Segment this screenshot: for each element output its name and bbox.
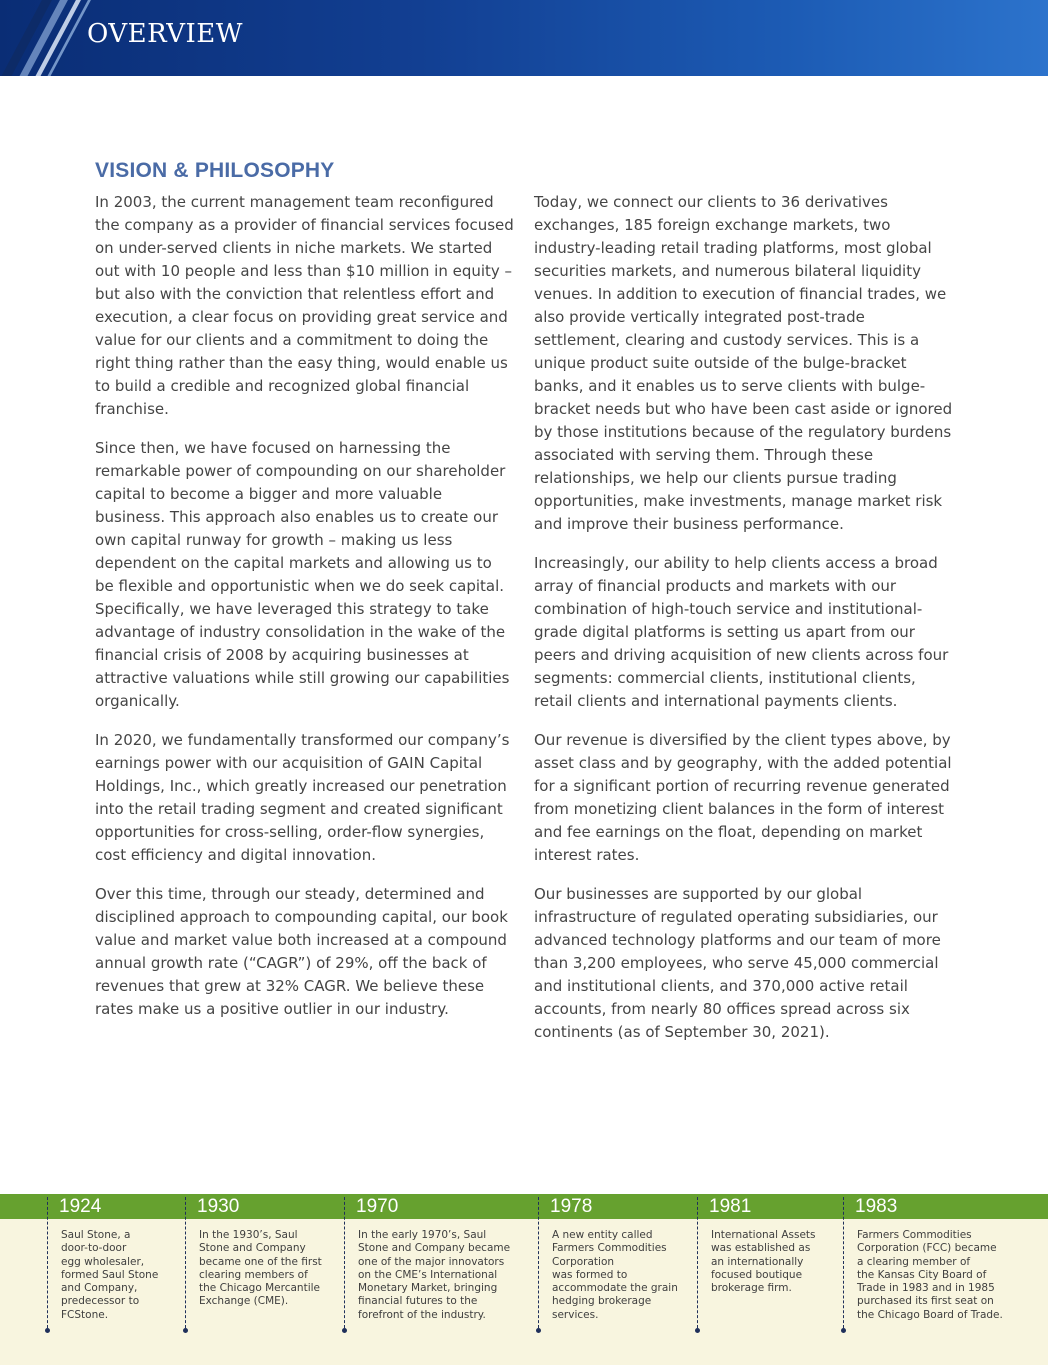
- paragraph: Over this time, through our steady, determined and disciplined approach to compounding capital, our book value and market value both increased at a compound annual growth rate (“CAGR”) of 29%, off the back of revenues that grew at 32% CAGR. We believe these rates make us a positive outlier in our industry.: [95, 885, 508, 1018]
- timeline-year: 1924: [59, 1196, 102, 1217]
- timeline-year: 1983: [855, 1196, 898, 1217]
- timeline-description: In the early 1970’s, Saul Stone and Company became one of the major innovators on the CME’s International Monetary Market, bringing financial futures to the forefront of the industry.: [358, 1229, 511, 1321]
- timeline-dashed-line: [843, 1197, 844, 1328]
- left-column: [95, 191, 515, 1037]
- section-heading: VISION & PHILOSOPHY: [95, 159, 335, 182]
- page-title: OVERVIEW: [87, 19, 244, 49]
- timeline-year: 1930: [197, 1196, 240, 1217]
- paragraph: In 2020, we fundamentally transformed our company’s earnings power with our acquisition of GAIN Capital Holdings, Inc., which greatly increased our penetration into the retail trading segment and created significant opportunities for cross-selling, order-flow synergies, cost efficiency and digital innovation.: [95, 731, 510, 864]
- timeline-description: International Assets was established as an internationally focused boutique brokerage firm.: [711, 1229, 816, 1295]
- timeline-dot-icon: [536, 1328, 541, 1333]
- timeline-entry: [843, 1194, 1038, 1334]
- timeline-dashed-line: [538, 1197, 539, 1328]
- timeline-description: In the 1930’s, Saul Stone and Company became one of the first clearing members of the Chicago Mercantile Exchange (CME).: [199, 1229, 322, 1308]
- timeline-dashed-line: [344, 1197, 345, 1328]
- timeline-dashed-line: [185, 1197, 186, 1328]
- right-column: [534, 191, 954, 1060]
- timeline-dashed-line: [697, 1197, 698, 1328]
- timeline-entry: [47, 1194, 172, 1334]
- paragraph: In 2003, the current management team reconfigured the company as a provider of financial services focused on under-served clients in niche markets. We started out with 10 people and less than $10 million in equity – but also with the conviction that relentless effort and execution, a clear focus on providing great service and value for our clients and a commitment to doing the right thing rather than the easy thing, would enable us to build a credible and recognized global financial franchise.: [95, 193, 514, 418]
- timeline-dot-icon: [841, 1328, 846, 1333]
- timeline-dot-icon: [183, 1328, 188, 1333]
- timeline-entry: [185, 1194, 335, 1334]
- paragraph: Since then, we have focused on harnessing the remarkable power of compounding on our shareholder capital to become a bigger and more valuable business. This approach also enables us to create our own capital runway for growth – making us less dependent on the capital markets and allowing us to be flexible and opportunistic when we do seek capital. Specifically, we have leveraged this strategy to take advantage of industry consolidation in the wake of the financial crisis of 2008 by acquiring businesses at attractive valuations while still growing our capabilities organically.: [95, 439, 510, 710]
- timeline-year: 1981: [709, 1196, 752, 1217]
- timeline-year: 1970: [356, 1196, 399, 1217]
- timeline-entry: [344, 1194, 529, 1334]
- timeline-dot-icon: [45, 1328, 50, 1333]
- paragraph: Our businesses are supported by our global infrastructure of regulated operating subsidiaries, our advanced technology platforms and our team of more than 3,200 employees, who serve 45,000 commercial and institutional clients, and 370,000 active retail accounts, from nearly 80 offices spread across six continents (as of September 30, 2021).: [534, 885, 941, 1041]
- timeline-description: Saul Stone, a door-to-door egg wholesaler, formed Saul Stone and Company, predecessor to FCStone.: [61, 1229, 159, 1321]
- paragraph: Today, we connect our clients to 36 derivatives exchanges, 185 foreign exchange markets, two industry-leading retail trading platforms, most global securities markets, and numerous bilateral liquidity venues. In addition to execution of financial trades, we also provide vertically integrated post-trade settlement, clearing and custody services. This is a unique product suite outside of the bulge-bracket banks, and it enables us to serve clients with bulge-bracket needs but who have been cast aside or ignored by those institutions because of the regulatory burdens associated with serving them. Through these relationships, we help our clients pursue trading opportunities, make investments, manage market risk and improve their business performance.: [534, 193, 953, 533]
- paragraph: Our revenue is diversified by the client types above, by asset class and by geography, with the added potential for a significant portion of recurring revenue generated from monetizing client balances in the form of interest and fee earnings on the float, depending on market interest rates.: [534, 731, 952, 864]
- timeline-dot-icon: [695, 1328, 700, 1333]
- timeline-entry: [538, 1194, 688, 1334]
- timeline-entry: [697, 1194, 832, 1334]
- timeline-dot-icon: [342, 1328, 347, 1333]
- page-header: [0, 0, 1048, 76]
- timeline-year: 1978: [550, 1196, 593, 1217]
- paragraph: Increasingly, our ability to help clients access a broad array of financial products and markets with our combination of high-touch service and institutional-grade digital platforms is setting us apart from our peers and driving acquisition of new clients across four segments: commercial clients, institutional clients, retail clients and international payments clients.: [534, 554, 949, 710]
- timeline-description: A new entity called Farmers Commodities Corporation was formed to accommodate the grain hedging brokerage services.: [552, 1229, 678, 1321]
- timeline-dashed-line: [47, 1197, 48, 1328]
- timeline-description: Farmers Commodities Corporation (FCC) became a clearing member of the Kansas City Board of Trade in 1983 and in 1985 purchased its first seat on the Chicago Board of Trade.: [857, 1229, 1003, 1321]
